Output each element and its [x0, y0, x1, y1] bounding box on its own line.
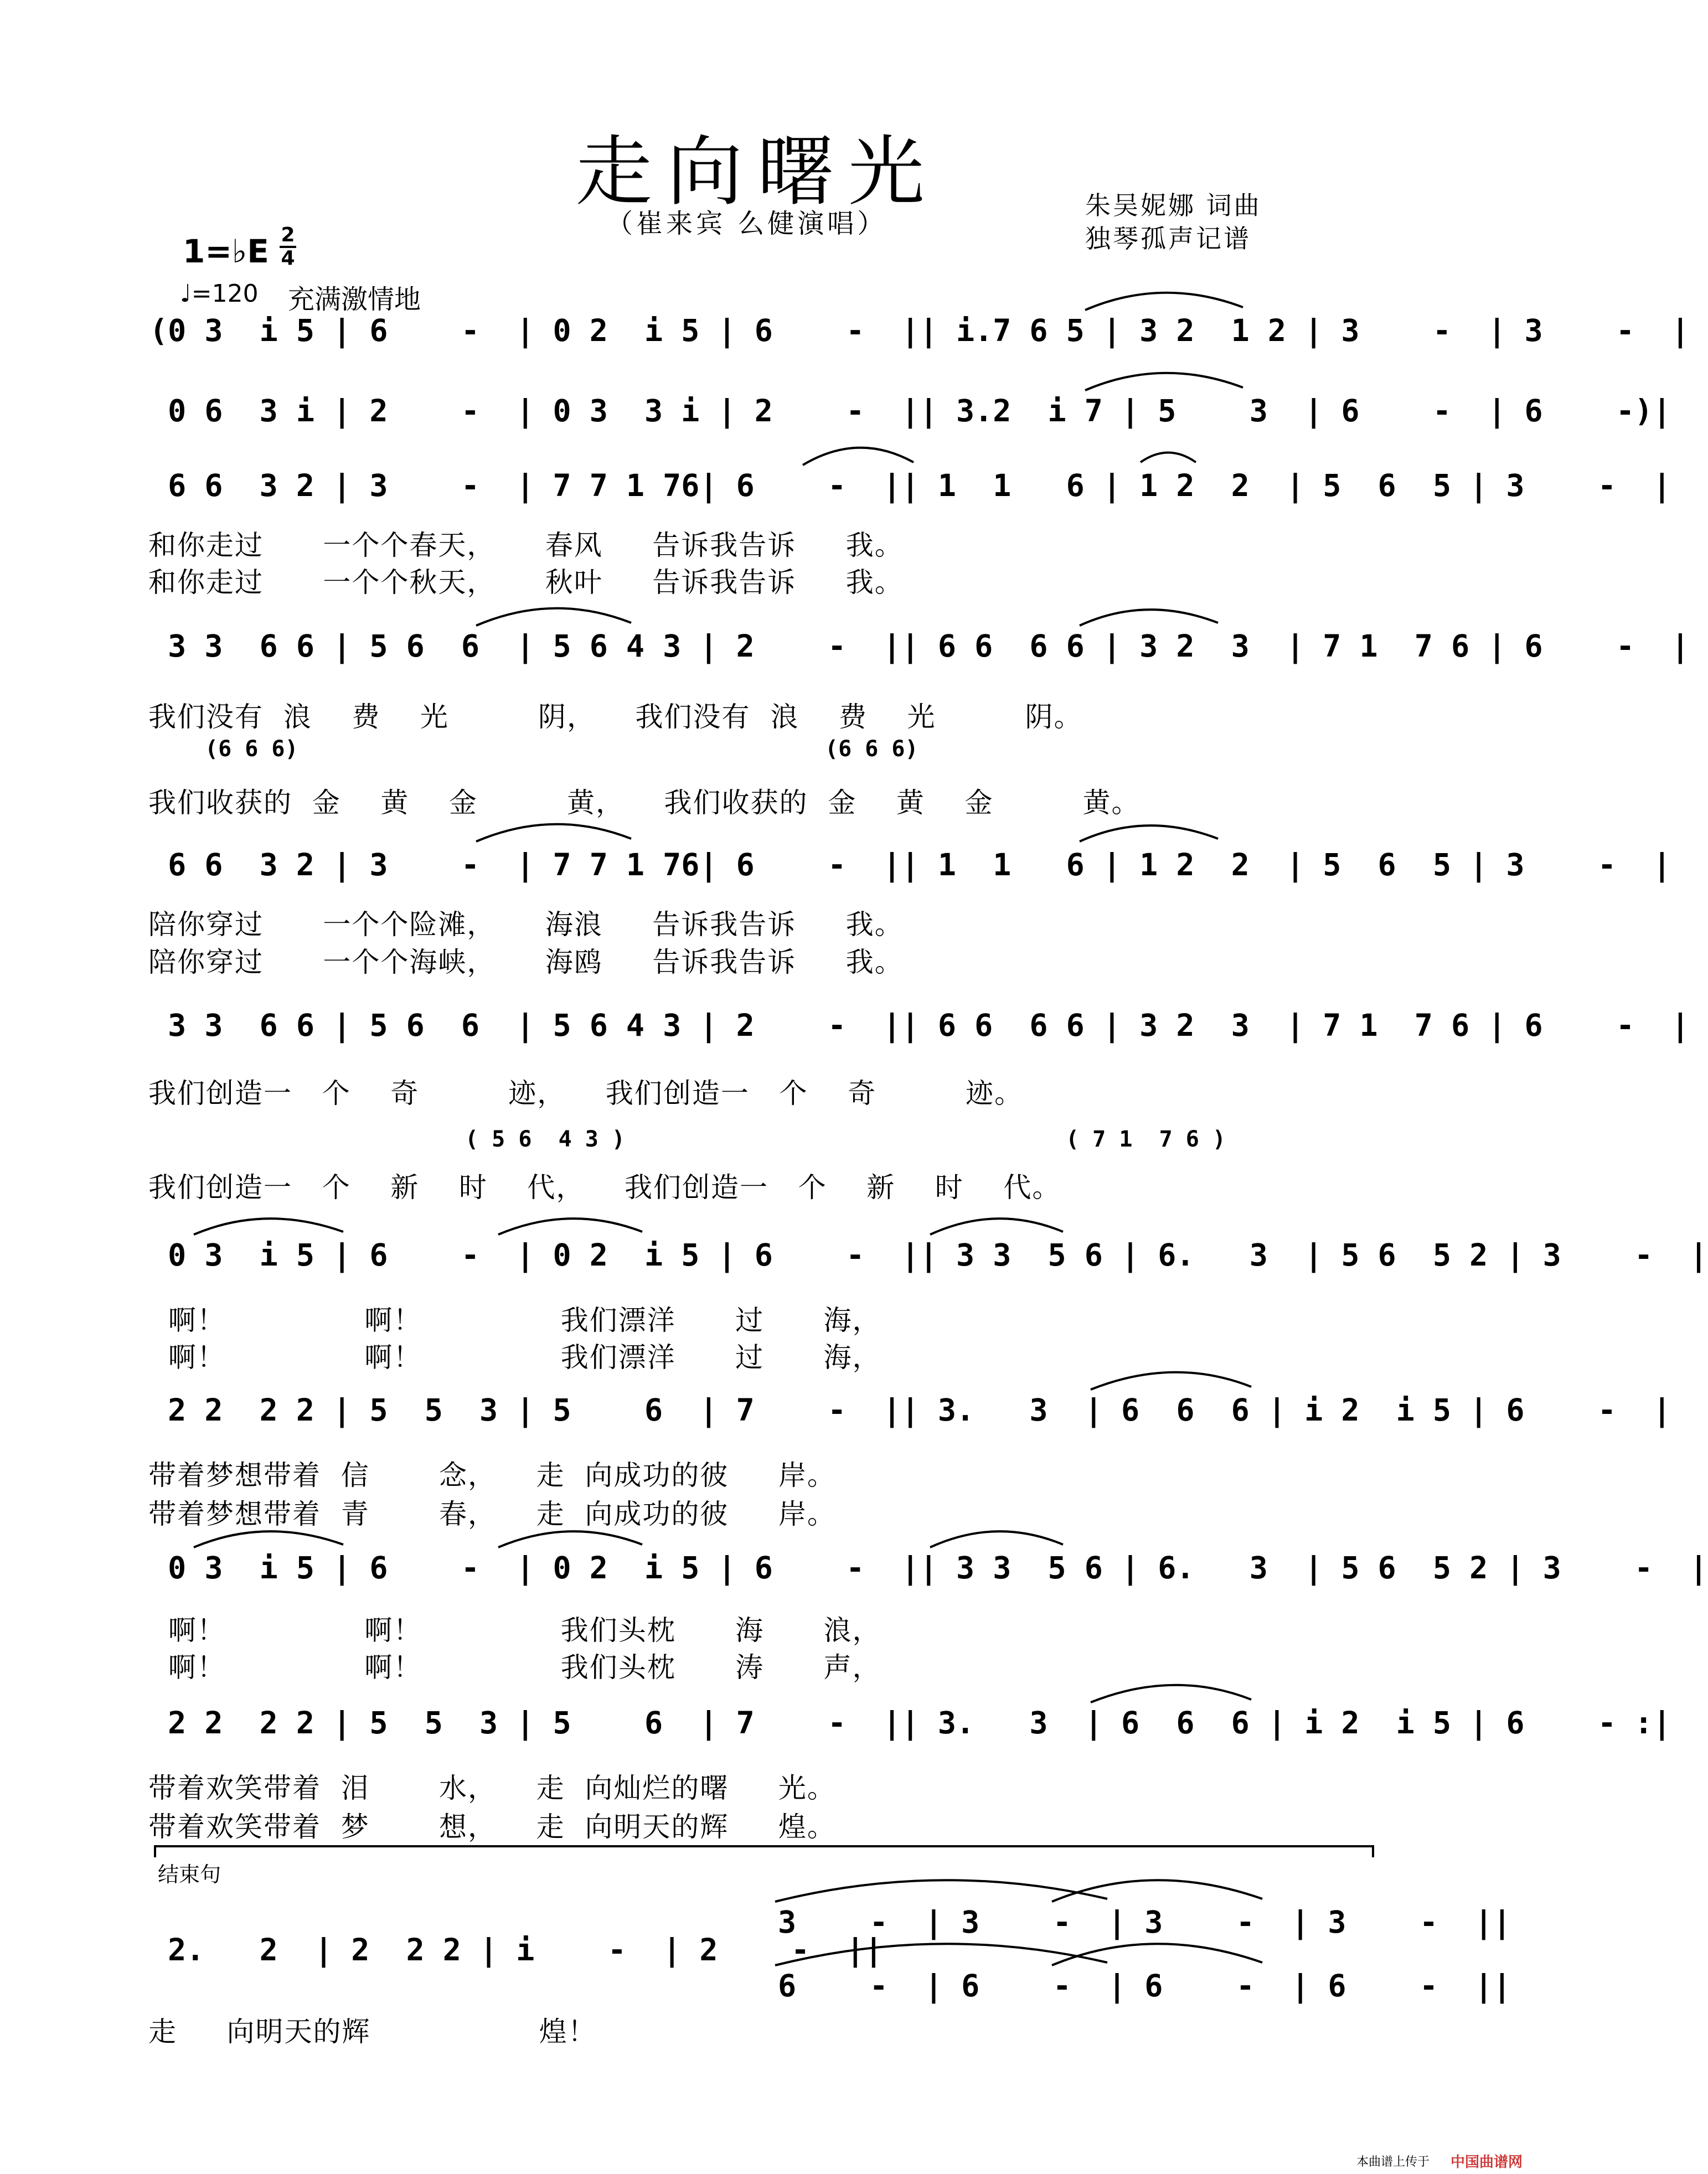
notes-system-8: 2 2 2 2 | 5 5 3 | 5 6 | 7 - || 3. 3 | 6 6 6 | i 2 i 5 | 6 - | [149, 1392, 1671, 1428]
notes-system-4: 3 3 6 6 | 5 6 6 | 5 6 4 3 | 2 - || 6 6 6 6 | 3 2 3 | 7 1 7 6 | 6 - | [149, 628, 1690, 664]
alt-notes-4a: (6 6 6) [205, 736, 298, 762]
lyrics-system-6-v2: 我们创造一 个 新 时 代， 我们创造一 个 新 时 代。 [148, 1171, 1061, 1204]
key-signature: 1=♭E [183, 233, 269, 270]
ending-label: 结束句 [158, 1862, 221, 1887]
time-bottom: 4 [281, 247, 295, 270]
notes-system-7: 0 3 i 5 | 6 - | 0 2 i 5 | 6 - || 3 3 5 6 | 6. 3 | 5 6 5 2 | 3 - | [149, 1237, 1708, 1273]
ending-lower-voice: 6 - | 6 - | 6 - | 6 - || [778, 1968, 1511, 2003]
lyrics-system-10-v1: 带着欢笑带着 泪 水， 走 向灿烂的曙 光。 [148, 1772, 836, 1804]
lyrics-system-8-v1: 带着梦想带着 信 念， 走 向成功的彼 岸。 [148, 1459, 836, 1491]
site-logo: 中国曲谱网 [1451, 2154, 1523, 2171]
expression-marking: 充满激情地 [288, 284, 421, 315]
lyrics-system-7-v2: 啊！ 啊！ 我们漂洋 过 海， [148, 1341, 881, 1373]
page-title: 走向曙光 [576, 127, 940, 216]
notes-system-10: 2 2 2 2 | 5 5 3 | 5 6 | 7 - || 3. 3 | 6 6 6 | i 2 i 5 | 6 - :| [149, 1705, 1671, 1741]
ending-lyrics: 走 向明天的辉 煌！ [148, 2016, 597, 2048]
alt-notes-6a: ( 5 6 4 3 ) [465, 1127, 625, 1152]
notes-system-5: 6 6 3 2 | 3 - | 7 7 1 76| 6 - || 1 1 6 | 1 2 2 | 5 6 5 | 3 - | [149, 847, 1671, 882]
ending-notes: 2. 2 | 2 2 2 | i - | 2 - || [149, 1932, 883, 1968]
alt-notes-6b: ( 7 1 7 6 ) [1066, 1127, 1226, 1152]
lyrics-system-9-v2: 啊！ 啊！ 我们头枕 涛 声， [148, 1651, 881, 1684]
lyrics-system-3-v1: 和你走过 一个个春天， 春风 告诉我告诉 我。 [148, 529, 904, 561]
lyrics-system-6-v1: 我们创造一 个 奇 迹， 我们创造一 个 奇 迹。 [148, 1077, 1024, 1109]
lyrics-credit: 朱吴妮娜 词曲 [1085, 190, 1262, 220]
upload-note: 本曲谱上传于 [1356, 2155, 1430, 2169]
singers-line: （崔来宾 么健演唱） [606, 208, 887, 239]
notes-system-9: 0 3 i 5 | 6 - | 0 2 i 5 | 6 - || 3 3 5 6 | 6. 3 | 5 6 5 2 | 3 - | [149, 1550, 1708, 1586]
ending-upper-voice: 3 - | 3 - | 3 - | 3 - || [778, 1904, 1511, 1940]
score-credit: 独琴孤声记谱 [1085, 224, 1251, 254]
notes-system-6: 3 3 6 6 | 5 6 6 | 5 6 4 3 | 2 - || 6 6 6 6 | 3 2 3 | 7 1 7 6 | 6 - | [149, 1008, 1690, 1043]
lyrics-system-7-v1: 啊！ 啊！ 我们漂洋 过 海， [148, 1304, 881, 1336]
lyrics-system-4-v2: 我们收获的 金 黄 金 黄， 我们收获的 金 黄 金 黄。 [148, 787, 1141, 819]
alt-notes-4b: (6 6 6) [825, 736, 918, 762]
lyrics-system-9-v1: 啊！ 啊！ 我们头枕 海 浪， [148, 1614, 881, 1646]
lyrics-system-3-v2: 和你走过 一个个秋天， 秋叶 告诉我告诉 我。 [148, 566, 904, 598]
lyrics-system-5-v1: 陪你穿过 一个个险滩， 海浪 告诉我告诉 我。 [148, 908, 904, 941]
lyrics-system-5-v2: 陪你穿过 一个个海峡， 海鸥 告诉我告诉 我。 [148, 946, 904, 978]
lyrics-system-10-v2: 带着欢笑带着 梦 想， 走 向明天的辉 煌。 [148, 1811, 836, 1843]
notes-system-1: (0 3 i 5 | 6 - | 0 2 i 5 | 6 - || i.7 6 5 | 3 2 1 2 | 3 - | 3 - | [149, 313, 1690, 348]
tempo-marking: ♩=120 [180, 280, 259, 308]
lyrics-system-4-v1: 我们没有 浪 费 光 阴， 我们没有 浪 费 光 阴。 [148, 701, 1083, 733]
notes-system-3: 6 6 3 2 | 3 - | 7 7 1 76| 6 - || 1 1 6 | 1 2 2 | 5 6 5 | 3 - | [149, 468, 1671, 503]
time-top: 2 [281, 224, 295, 246]
lyrics-system-8-v2: 带着梦想带着 青 春， 走 向成功的彼 岸。 [148, 1498, 836, 1530]
notes-system-2: 0 6 3 i | 2 - | 0 3 3 i | 2 - || 3.2 i 7 | 5 3 | 6 - | 6 -)| [149, 393, 1671, 428]
